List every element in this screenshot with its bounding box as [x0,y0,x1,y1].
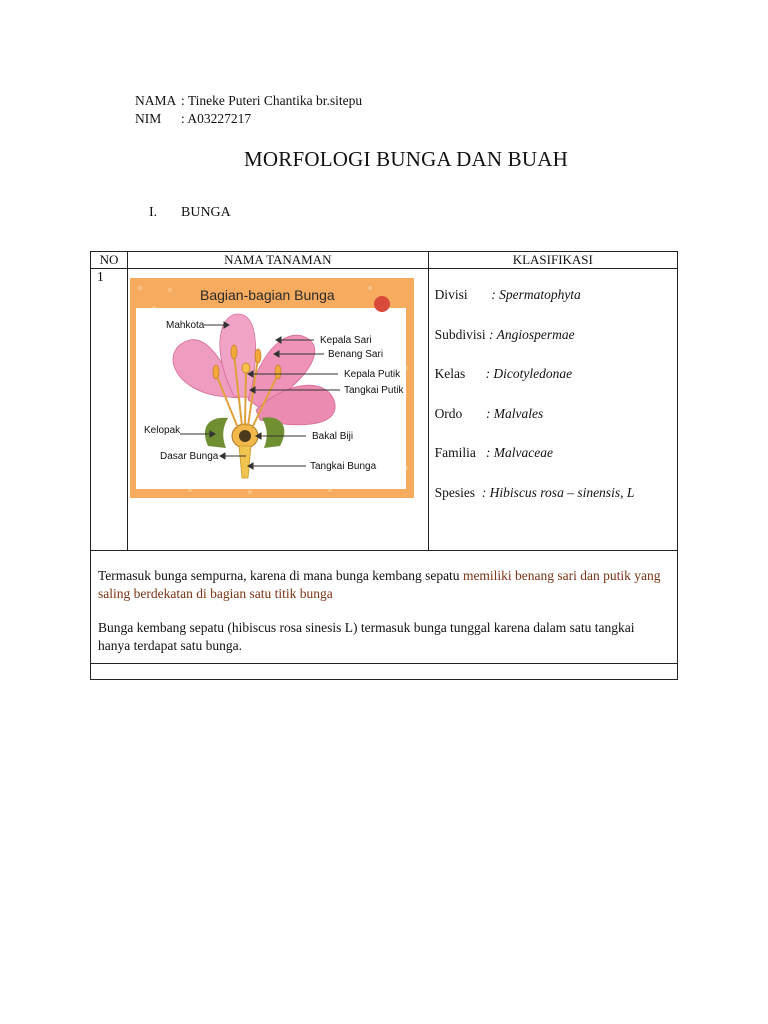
flower-parts-diagram [130,278,414,498]
classification-item: Spesies : Hibiscus rosa – sinensis, L [434,484,635,500]
label-tangkai-putik: Tangkai Putik [344,385,404,396]
flower-table [90,251,678,680]
section-number: I. [149,205,158,220]
label-kepala-sari: Kepala Sari [320,335,372,346]
diagram-title: Bagian-bagian Bunga [200,287,335,303]
table-row [91,269,678,551]
label-benang-sari: Benang Sari [328,349,384,360]
empty-row [91,664,678,680]
section-label: BUNGA [181,205,231,220]
header-no: NO [91,252,128,269]
label-bakal-biji: Bakal Biji [312,431,354,442]
classification-item: Kelas : Dicotyledonae [434,366,573,382]
table-header-row [91,252,678,269]
classification-item: Subdivisi : Angiospermae [434,326,575,342]
classification-cell [428,269,677,551]
classification-item: Familia : Malvaceae [434,445,554,461]
label-kelopak: Kelopak [144,425,181,436]
note-paragraph-1: Termasuk bunga sempurna, karena di mana bunga kembang sepatu memiliki benang sari dan putik yang saling berdekatan di bagian satu titik bunga [98,568,661,601]
header-nama-tanaman: NAMA TANAMAN [128,252,429,269]
classification-item: Divisi : Spermatophyta [434,287,581,302]
notes-row [91,551,678,664]
header-klasifikasi: KLASIFIKASI [428,252,677,269]
ladybug-icon [374,296,390,312]
label-tangkai-bunga: Tangkai Bunga [310,461,377,472]
student-info [135,92,362,128]
name-value: : Tineke Puteri Chantika br.sitepu [181,93,363,108]
name-row [135,92,362,110]
label-dasar-bunga: Dasar Bunga [160,451,219,462]
row-number: 1 [91,269,128,551]
label-mahkota: Mahkota [166,320,205,331]
classification-item: Ordo : Malvales [434,405,544,421]
plant-image-cell [128,269,429,551]
notes-cell [91,551,678,664]
name-label: NAMA [135,93,177,108]
nim-value: : A03227217 [181,111,252,126]
nim-label: NIM [135,111,162,126]
nim-row [135,110,362,128]
section-heading [149,205,231,221]
label-kepala-putik: Kepala Putik [344,369,401,380]
classification-list [429,269,677,525]
note-highlight: memiliki benang sari dan putik yang saling berdekatan di bagian satu titik bunga [98,568,661,601]
note-paragraph-2: Bunga kembang sepatu (hibiscus rosa sinesis L) termasuk bunga tunggal karena dalam satu tangkai hanya terdapat satu bunga. [98,620,635,653]
document-title: MORFOLOGI BUNGA DAN BUAH [244,147,568,171]
